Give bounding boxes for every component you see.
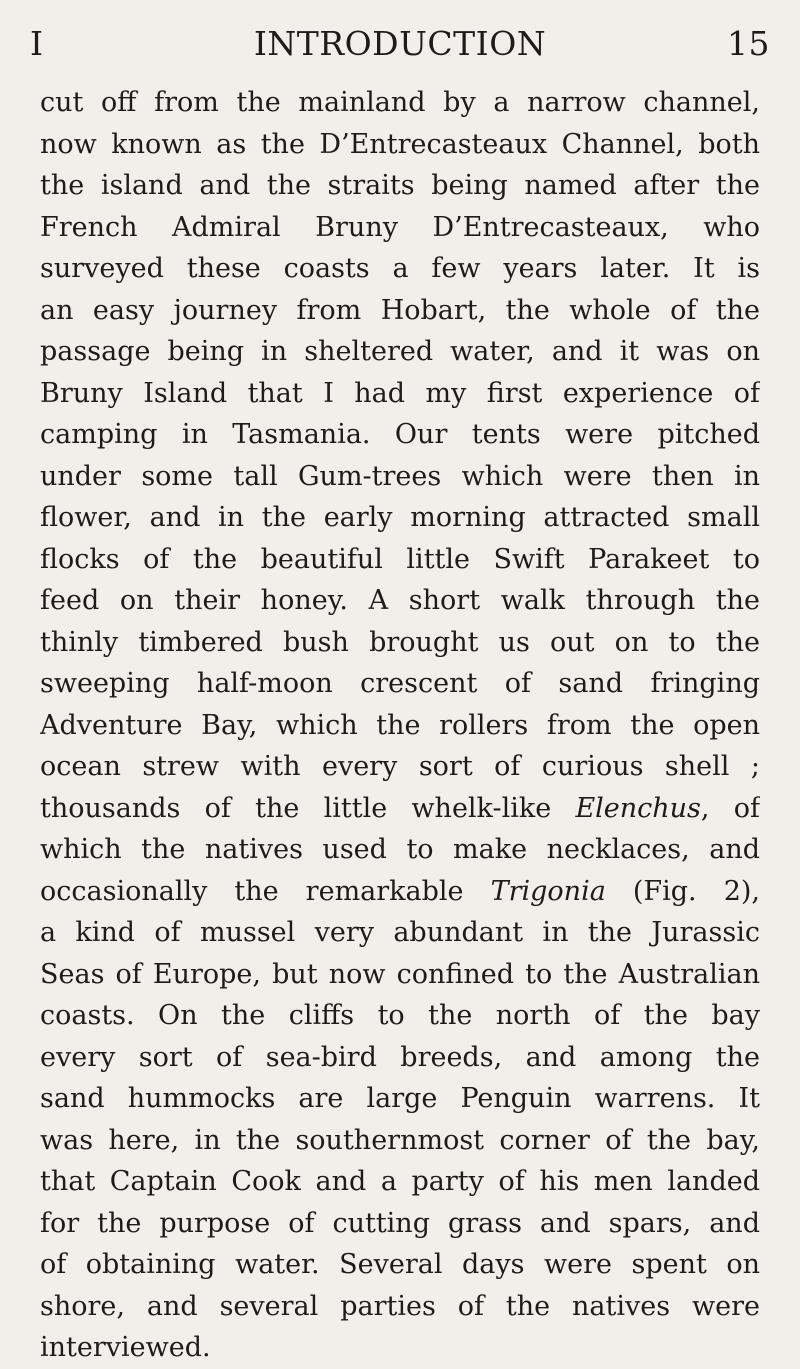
text-line: shore, and several parties of the natives were [40,1290,760,1322]
text-line: thinly timbered bush brought us out on to the [40,626,760,658]
italic-term: Trigonia [490,875,606,907]
text-line: flocks of the beautiful little Swift Parakeet to [40,543,760,575]
page-number: 15 [727,24,770,63]
text-line: the island and the straits being named after the [40,170,760,201]
body-paragraph [40,82,760,1369]
text-line: French Admiral Bruny D’Entrecasteaux, who [40,211,760,243]
text-line: passage being in sheltered water, and it was on [40,336,760,367]
text-line-last: interviewed. [40,1332,211,1363]
text-line: sand hummocks are large Penguin warrens. It [40,1083,760,1114]
text-line: was here, in the southernmost corner of the bay, [40,1124,760,1156]
chapter-number: I [30,24,44,63]
text-line: coasts. On the cliffs to the north of the bay [40,1000,760,1031]
text-line: an easy journey from Hobart, the whole of the [40,294,760,326]
text-line: that Captain Cook and a party of his men landed [40,1166,760,1197]
text-line: cut off from the mainland by a narrow channel, [40,87,760,118]
text-line: camping in Tasmania. Our tents were pitched [40,419,760,450]
text-line: ocean strew with every sort of curious shell ; [40,751,760,782]
text-line: Bruny Island that I had my first experience of [40,377,760,409]
text-line: under some tall Gum-trees which were then in [40,460,760,492]
chapter-title: INTRODUCTION [253,24,547,63]
text-line: Seas of Europe, but now confined to the Australian [40,958,760,990]
text-line: surveyed these coasts a few years later. It is [40,253,760,284]
text-line: for the purpose of cutting grass and spars, and [40,1207,760,1239]
text-line: a kind of mussel very abundant in the Jurassic [40,917,760,948]
text-line: of obtaining water. Several days were spent on [40,1249,760,1280]
text-line: flower, and in the early morning attracted small [40,502,760,533]
text-line: now known as the D’Entrecasteaux Channel, both [40,128,760,160]
text-line: Adventure Bay, which the rollers from the open [40,709,760,741]
text-line: feed on their honey. A short walk through the [40,585,760,616]
text-line: which the natives used to make necklaces, and [40,834,760,865]
text-line: every sort of sea-bird breeds, and among the [40,1041,760,1073]
text-line: thousands of the little whelk-like Elenchus, of [40,792,760,824]
italic-term: Elenchus [575,792,701,824]
text-line: sweeping half-moon crescent of sand fringing [40,668,760,699]
text-line: occasionally the remarkable Trigonia (Fig. 2), [40,875,760,907]
running-head [30,22,770,66]
